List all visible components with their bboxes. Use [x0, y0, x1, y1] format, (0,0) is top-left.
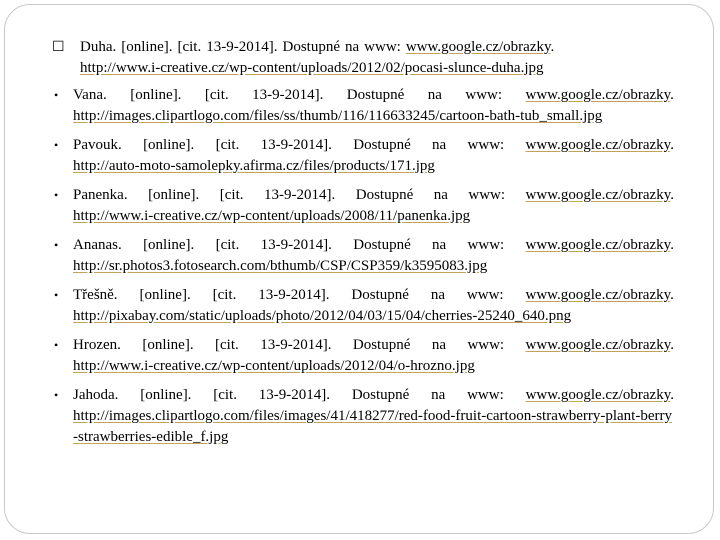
- reference-name: Panenka.: [73, 187, 128, 203]
- bullet-icon: •: [54, 388, 59, 402]
- reference-www: www:: [467, 237, 505, 253]
- reference-date: 13-9-2014].: [260, 337, 332, 353]
- google-images-link[interactable]: www.google.cz/obrazky: [525, 87, 671, 103]
- reference-item-jahoda: [52, 385, 674, 448]
- reference-cit: [cit.: [177, 39, 202, 55]
- reference-date: 13-9-2014].: [258, 287, 330, 303]
- reference-na: na: [431, 387, 446, 403]
- source-image-link[interactable]: http://sr.photos3.fotosearch.com/bthumb/CSP/CSP359/k3595083.jpg: [73, 258, 488, 274]
- reference-online: [online].: [148, 187, 200, 203]
- reference-cit: [cit.: [215, 137, 240, 153]
- reference-line: [73, 285, 674, 306]
- reference-www: www:: [467, 137, 505, 153]
- reference-na: na: [432, 237, 447, 253]
- google-images-link[interactable]: www.google.cz/obrazky: [525, 387, 671, 403]
- reference-item-vana: [52, 85, 674, 127]
- reference-name: Hrozen.: [73, 337, 121, 353]
- reference-item-duha: [52, 37, 674, 79]
- reference-cit: [cit.: [215, 337, 239, 353]
- reference-www: www:: [466, 287, 504, 303]
- google-images-link[interactable]: www.google.cz/obrazky: [525, 187, 671, 203]
- source-image-link[interactable]: http://images.clipartlogo.com/files/ss/thumb/116/116633245/cartoon-bath-tub_small.jpg: [73, 108, 603, 124]
- reference-www: www:: [468, 187, 506, 203]
- reference-online: [online].: [140, 387, 192, 403]
- reference-www: www:: [467, 387, 504, 403]
- reference-line: [73, 235, 674, 256]
- reference-dostupne: Dostupné: [346, 87, 405, 103]
- bullet-icon: •: [54, 288, 59, 302]
- bullet-icon: •: [54, 138, 59, 152]
- reference-na: na: [344, 39, 360, 55]
- reference-online: [online].: [139, 287, 191, 303]
- google-images-link[interactable]: www.google.cz/obrazky: [525, 137, 671, 153]
- reference-na: na: [430, 287, 445, 303]
- reference-line: [73, 335, 674, 356]
- reference-online: [online].: [143, 237, 195, 253]
- reference-date: 13-9-2014].: [258, 387, 331, 403]
- reference-dostupne: Dostupné: [352, 337, 411, 353]
- reference-line: [73, 185, 674, 206]
- reference-dostupne: Dostupné: [355, 187, 414, 203]
- reference-dostupne: Dostupné: [351, 387, 410, 403]
- reference-line: [73, 85, 674, 106]
- bullet-icon: •: [54, 338, 59, 352]
- link-suffix: .: [670, 287, 674, 303]
- reference-name: Pavouk.: [73, 137, 122, 153]
- google-images-link[interactable]: www.google.cz/obrazky: [525, 287, 671, 303]
- reference-online: [online].: [142, 337, 194, 353]
- reference-line: [73, 385, 674, 406]
- reference-date: 13-9-2014].: [260, 237, 332, 253]
- reference-dostupne: Dostupné: [353, 137, 411, 153]
- reference-name: Vana.: [73, 87, 107, 103]
- reference-cit: [cit.: [213, 387, 237, 403]
- reference-line: [73, 135, 674, 156]
- reference-item-pavouk: [52, 135, 674, 177]
- reference-date: 13-9-2014].: [252, 87, 324, 103]
- reference-item-tresne: [52, 285, 674, 327]
- reference-name: Jahoda.: [73, 387, 119, 403]
- reference-online: [online].: [121, 39, 173, 55]
- reference-date: 13-9-2014].: [264, 187, 336, 203]
- reference-name: Ananas.: [73, 237, 122, 253]
- source-image-link[interactable]: http://images.clipartlogo.com/files/images/41/418277/red-food-fruit-cartoon-strawberry-plant-berry-strawberries-edible_f.jpg: [73, 408, 672, 445]
- reference-dostupne: Dostupné: [282, 39, 340, 55]
- google-images-link[interactable]: www.google.cz/obrazky: [525, 237, 671, 253]
- reference-date: 13-9-2014].: [206, 39, 278, 55]
- source-image-link[interactable]: http://pixabay.com/static/uploads/photo/2012/04/03/15/04/cherries-25240_640.png: [73, 308, 572, 324]
- reference-na: na: [433, 187, 448, 203]
- reference-cit: [cit.: [212, 287, 237, 303]
- source-image-link[interactable]: http://www.i-creative.cz/wp-content/uploads/2008/11/panenka.jpg: [73, 208, 471, 224]
- bullet-icon: •: [54, 88, 59, 102]
- reference-www: www:: [465, 87, 503, 103]
- google-images-link[interactable]: www.google.cz/obrazky: [525, 337, 671, 353]
- reference-www: www:: [467, 337, 505, 353]
- source-image-link[interactable]: http://www.i-creative.cz/wp-content/uploads/2012/04/o-hrozno.jpg: [73, 358, 475, 374]
- reference-cit: [cit.: [215, 237, 240, 253]
- reference-dostupne: Dostupné: [351, 287, 409, 303]
- source-image-link[interactable]: http://auto-moto-samolepky.afirma.cz/files/products/171.jpg: [73, 158, 435, 174]
- bullet-icon: •: [54, 238, 59, 252]
- link-suffix: .: [670, 237, 674, 253]
- link-suffix: .: [670, 87, 674, 103]
- reference-online: [online].: [130, 87, 182, 103]
- link-suffix: .: [670, 337, 674, 353]
- reference-cit: [cit.: [219, 187, 244, 203]
- reference-line: [80, 37, 674, 58]
- reference-item-ananas: [52, 235, 674, 277]
- link-suffix: .: [670, 137, 674, 153]
- reference-item-hrozen: [52, 335, 674, 377]
- source-image-link[interactable]: http://www.i-creative.cz/wp-content/uploads/2012/02/pocasi-slunce-duha.jpg: [80, 60, 544, 76]
- reference-dostupne: Dostupné: [353, 237, 411, 253]
- link-suffix: .: [550, 39, 555, 55]
- checkbox-bullet-icon: ☐: [52, 40, 65, 55]
- reference-na: na: [432, 137, 447, 153]
- reference-na: na: [427, 87, 442, 103]
- link-suffix: .: [670, 187, 674, 203]
- reference-www: www:: [364, 39, 401, 55]
- reference-item-panenka: [52, 185, 674, 227]
- link-suffix: .: [670, 387, 674, 403]
- reference-name: Duha.: [80, 39, 117, 55]
- reference-date: 13-9-2014].: [260, 137, 332, 153]
- reference-name: Třešně.: [73, 287, 118, 303]
- bullet-icon: •: [54, 188, 59, 202]
- reference-cit: [cit.: [204, 87, 229, 103]
- reference-list: [52, 37, 674, 456]
- reference-online: [online].: [143, 137, 195, 153]
- google-images-link[interactable]: www.google.cz/obrazky: [405, 39, 551, 55]
- reference-na: na: [431, 337, 446, 353]
